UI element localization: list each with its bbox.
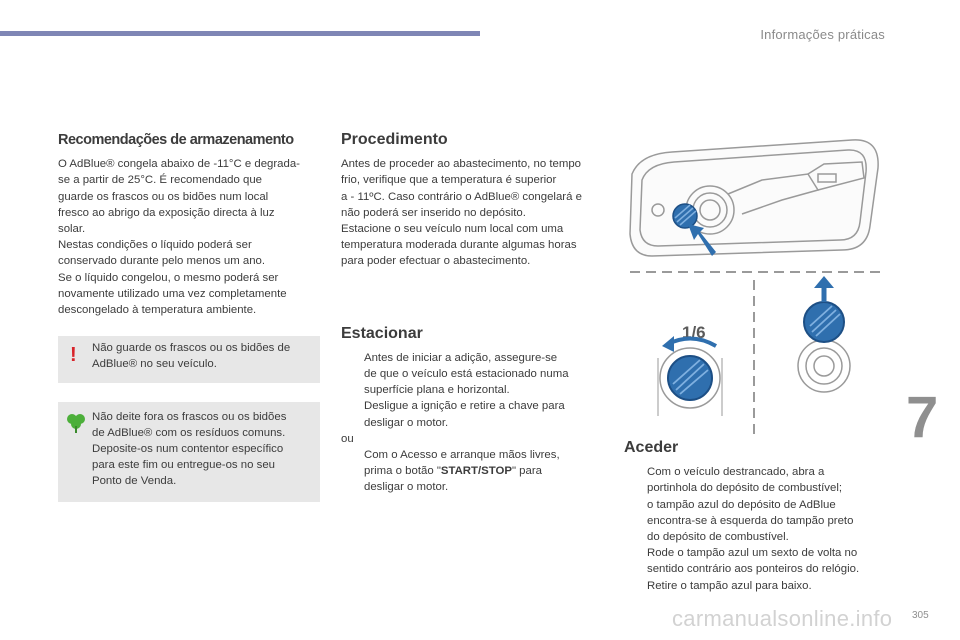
list-item: Desligue a ignição e retire a chave para desligar o motor. — [364, 400, 565, 429]
warning-box — [58, 336, 320, 382]
parking-heading: Estacionar — [341, 324, 423, 342]
list-item: Com o veículo destrancado, abra a portinhola do depósito de combustível; o tampão azul do depósito de AdBlue encontra-se à esquerda do tampão preto do depósito de combustível. — [647, 466, 854, 544]
parking-list — [341, 350, 606, 431]
page-number: 305 — [912, 610, 929, 621]
rotation-label: 1/6 — [682, 323, 706, 342]
warning-icon: ! — [70, 344, 77, 367]
eco-leaf-icon — [65, 412, 87, 439]
list-item: Com o Acesso e arranque mãos livres, prima o botão "START/STOP" para desligar o motor. — [364, 449, 560, 494]
eco-text: Não deite fora os frascos ou os bidões de AdBlue® com os resíduos comuns. Deposite-os num contentor específico para este fim ou entregue-os no seu Ponto de Venda. — [92, 410, 287, 488]
list-item: Retire o tampão azul para baixo. — [647, 579, 812, 592]
procedure-text: Antes de proceder ao abastecimento, no tempo frio, verifique que a temperatura é superior a - 11ºC. Caso contrário o AdBlue® congelará e não poderá ser inserido no depósito. Estacione o seu veículo num local com uma temperatura moderada durante algumas horas para poder efectuar o abastecimento. — [341, 158, 582, 268]
fuel-flap-drawing — [630, 140, 878, 256]
fuel-flap-illustration — [612, 134, 902, 434]
storage-column — [58, 132, 320, 502]
storage-text: O AdBlue® congela abaixo de -11°C e degrada- se a partir de 25°C. É recomendado que guarde os frascos ou os bidões num local fresco ao abrigo da exposição directa à luz solar. Nestas condições o líquido poderá ser conservado durante pelo menos um ano. Se o líquido congelou, o mesmo poderá ser novamente utilizado uma vez completamente descongelado à temperatura ambiente. — [58, 158, 300, 317]
cap-turn-drawing — [658, 348, 722, 416]
or-text: ou — [341, 432, 354, 445]
access-heading: Aceder — [624, 439, 679, 456]
access-list — [624, 464, 886, 594]
rotate-arrow-icon — [668, 338, 716, 346]
section-title: Informações práticas — [760, 27, 885, 42]
eco-box — [58, 402, 320, 502]
watermark: carmanualsonline.info — [672, 606, 893, 631]
rotate-arrow-head — [662, 336, 674, 352]
list-item: Rode o tampão azul um sexto de volta no sentido contrário aos ponteiros do relógio. — [647, 547, 860, 576]
blue-cap — [673, 204, 697, 228]
warning-text: Não guarde os frascos ou os bidões de AdBlue® no seu veículo. — [92, 342, 291, 371]
header-bar — [0, 31, 480, 36]
access-column — [624, 440, 886, 594]
list-item: Antes de iniciar a adição, assegure-se de que o veículo está estacionado numa superfície plana e horizontal. — [364, 351, 569, 397]
procedure-column — [341, 132, 606, 496]
parking-alt-list — [341, 447, 606, 496]
start-stop-label: START/STOP — [440, 465, 512, 478]
procedure-heading: Procedimento — [341, 131, 448, 148]
cap-remove-drawing — [798, 276, 850, 392]
chapter-number: 7 — [906, 385, 939, 450]
storage-heading: Recomendações de armazenamento — [58, 132, 294, 148]
